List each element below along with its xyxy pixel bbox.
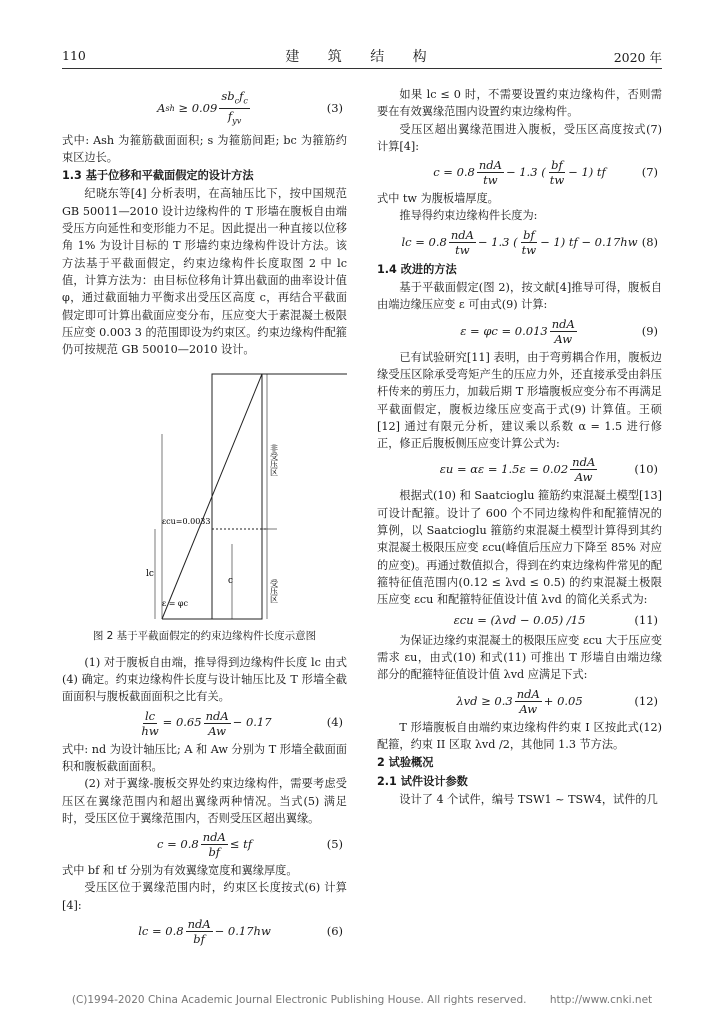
label-phi: ε = φc [162, 599, 189, 609]
paragraph: 设计了 4 个试件，编号 TSW1 ~ TSW4，试件的几 [399, 792, 658, 806]
paragraph: (2) 对于翼缘-腹板交界处约束边缘构件，需要考虑受压区在翼缘范围内和超出翼缘两种情况。当式(5) 满足时，受压区位于翼缘范围内，否则受压区超出翼缘。 [62, 777, 347, 825]
journal-title: 建 筑 结 构 [285, 49, 439, 65]
section-heading: 1.3 基于位移和平截面假定的设计方法 [62, 169, 254, 183]
paragraph: 纪晓东等[4] 分析表明，在高轴压比下，按中国规范 GB 50011—2010 设计边缘构件的 T 形墙在腹板自由端受压方向延性和变形能力不足。因此提出一种直接以位移角 1% 为设计目标的 T 形墙约束边缘构件设计方法。该方法基于平截面假定，约束边缘构件长度取图 2 中 lc 值，计算方法为：由目标位移角计算出截面的曲率设计值 φ，通过截面轴力平衡求出受压区高度 c，再结合平截面假定即可计算出截面应变分布，压应变大于素混凝土极限压应变 0.003 3 的范围即设为约束区。约束边缘构件配箍仍可按规范 GB 50010—2010 设计。 [62, 187, 347, 357]
equation-6: lc = 0.8 ndA bf − 0.17hw (6) [138, 917, 343, 947]
journal-year: 2020 年 [613, 50, 662, 65]
section-heading: 2.1 试件设计参数 [377, 774, 468, 788]
equation-11: εcu = (λvd − 0.05) /15 (11) [453, 612, 658, 627]
page-number: 110 [62, 48, 86, 63]
paragraph: 推导得约束边缘构件长度为: [399, 209, 538, 223]
equation-10: εu = αε = 1.5ε = 0.02 ndA Aw (10) [439, 455, 658, 485]
label-eps: εcu=0.0033 [162, 517, 211, 527]
paragraph: 式中: nd 为设计轴压比; A 和 Aw 分别为 T 形墙全截面面积和腹板截面面积。 [62, 742, 347, 773]
equation-9: ε = φc = 0.013 ndA Aw (9) [460, 316, 658, 346]
page-footer [0, 994, 724, 1006]
equation-4: $\frac{lc}{hw}$ = 0.65 ndA Aw − 0.17 (4) [141, 708, 343, 738]
equation-3: A sh ≥ 0.09 $sb_cf_c$ $f_{yv}$ (3) [157, 89, 343, 126]
footer-url[interactable]: http://www.cnki.net [549, 994, 653, 1006]
label-zone: 受压区 [269, 579, 279, 604]
paragraph: 为保证边缘约束混凝土的极限压应变 εcu 大于压应变需求 εu，由式(10) 和式(11) 可推出 T 形墙自由端边缘部分的配箍特征值设计值 λvd 应满足下式: [377, 633, 662, 682]
strain-distribution-diagram [62, 364, 347, 624]
section-heading: 1.4 改进的方法 [377, 262, 457, 276]
label-lc: lc [146, 569, 154, 580]
paragraph: 式中: Ash 为箍筋截面面积; s 为箍筋间距; bc 为箍筋约束区边长。 [62, 133, 347, 164]
header-rule [62, 68, 662, 69]
right-column [377, 86, 662, 808]
equation-7: c = 0.8 ndA tw − 1.3 ( bf tw − 1) tf (7) [433, 158, 658, 188]
section-heading: 2 试验概况 [377, 756, 434, 770]
paragraph: 基于平截面假定(图 2)，按文献[4]推导可得，腹板自由端边缘压应变 ε 可由式(9) 计算: [377, 281, 662, 312]
copyright-text: (C)1994-2020 China Academic Journal Electronic Publishing House. All rights reserved. [71, 994, 527, 1006]
equation-12: λvd ≥ 0.3 ndA Aw + 0.05 (12) [456, 686, 658, 716]
paragraph: (1) 对于腹板自由端，推导得到边缘构件长度 lc 由式(4) 确定。约束边缘构件长度与设计轴压比及 T 形墙全截面面积与腹板截面面积之比有关。 [62, 655, 347, 704]
paragraph: 根据式(10) 和 Saatcioglu 箍筋约束混凝土模型[13] 可设计配箍。设计了 600 个不同边缘构件和配箍情况的算例，以 Saatcioglu 箍筋约束混凝土模型计算得到其约束混凝土极限压应变 εcu(峰值后压应力下降至 85% 对应的应变)。再通过数值拟合，得到在约束边缘构件常见的配箍特征值范围内(0.12 ≤ λvd ≤ 0.5) 的约束混凝土极限压应变 εcu 和配箍特征值设计值 λvd 的简化关系式为: [377, 489, 662, 607]
paragraph: 受压区位于翼缘范围内时，约束区长度按式(6) 计算[4]: [62, 881, 347, 912]
label-nonzone: 非受压区 [269, 444, 279, 477]
page-header [62, 46, 662, 68]
figure-2 [62, 364, 347, 624]
equation-8: lc = 0.8 ndA tw − 1.3 ( bf tw − 1) tf − 0.17hw (8) [401, 227, 658, 257]
figure-caption: 图 2 基于平截面假定的约束边缘构件长度示意图 [92, 630, 317, 643]
paragraph: T 形墙腹板自由端约束边缘构件约束 I 区按此式(12) 配箍，约束 II 区取 λvd /2，其他同 1.3 节方法。 [377, 720, 662, 752]
label-c: c [228, 576, 234, 587]
paragraph: 式中 bf 和 tf 分别为有效翼缘宽度和翼缘厚度。 [62, 864, 298, 878]
paragraph: 受压区超出翼缘范围进入腹板，受压区高度按式(7) 计算[4]: [377, 122, 662, 153]
equation-5: c = 0.8 ndA bf ≤ tf (5) [157, 830, 343, 860]
paragraph: 式中 tw 为腹板墙厚度。 [377, 192, 499, 206]
paragraph: 已有试验研究[11] 表明，由于弯剪耦合作用，腹板边缘受压区除承受弯矩产生的压应力外，还直接承受由斜压杆传来的剪压力，加载后期 T 形墙腹板应变分布不再满足平截面假定，腹板边缘压应变高于式(9) 计算值。王硕[12] 通过有限元分析，建议乘以系数 α = 1.5 进行修正，修正后腹板侧压应变计算公式为: [377, 350, 662, 451]
left-column [62, 86, 347, 949]
paragraph: 如果 lc ≤ 0 时，不需要设置约束边缘构件，否则需要在有效翼缘范围内设置约束边缘构件。 [377, 88, 662, 119]
